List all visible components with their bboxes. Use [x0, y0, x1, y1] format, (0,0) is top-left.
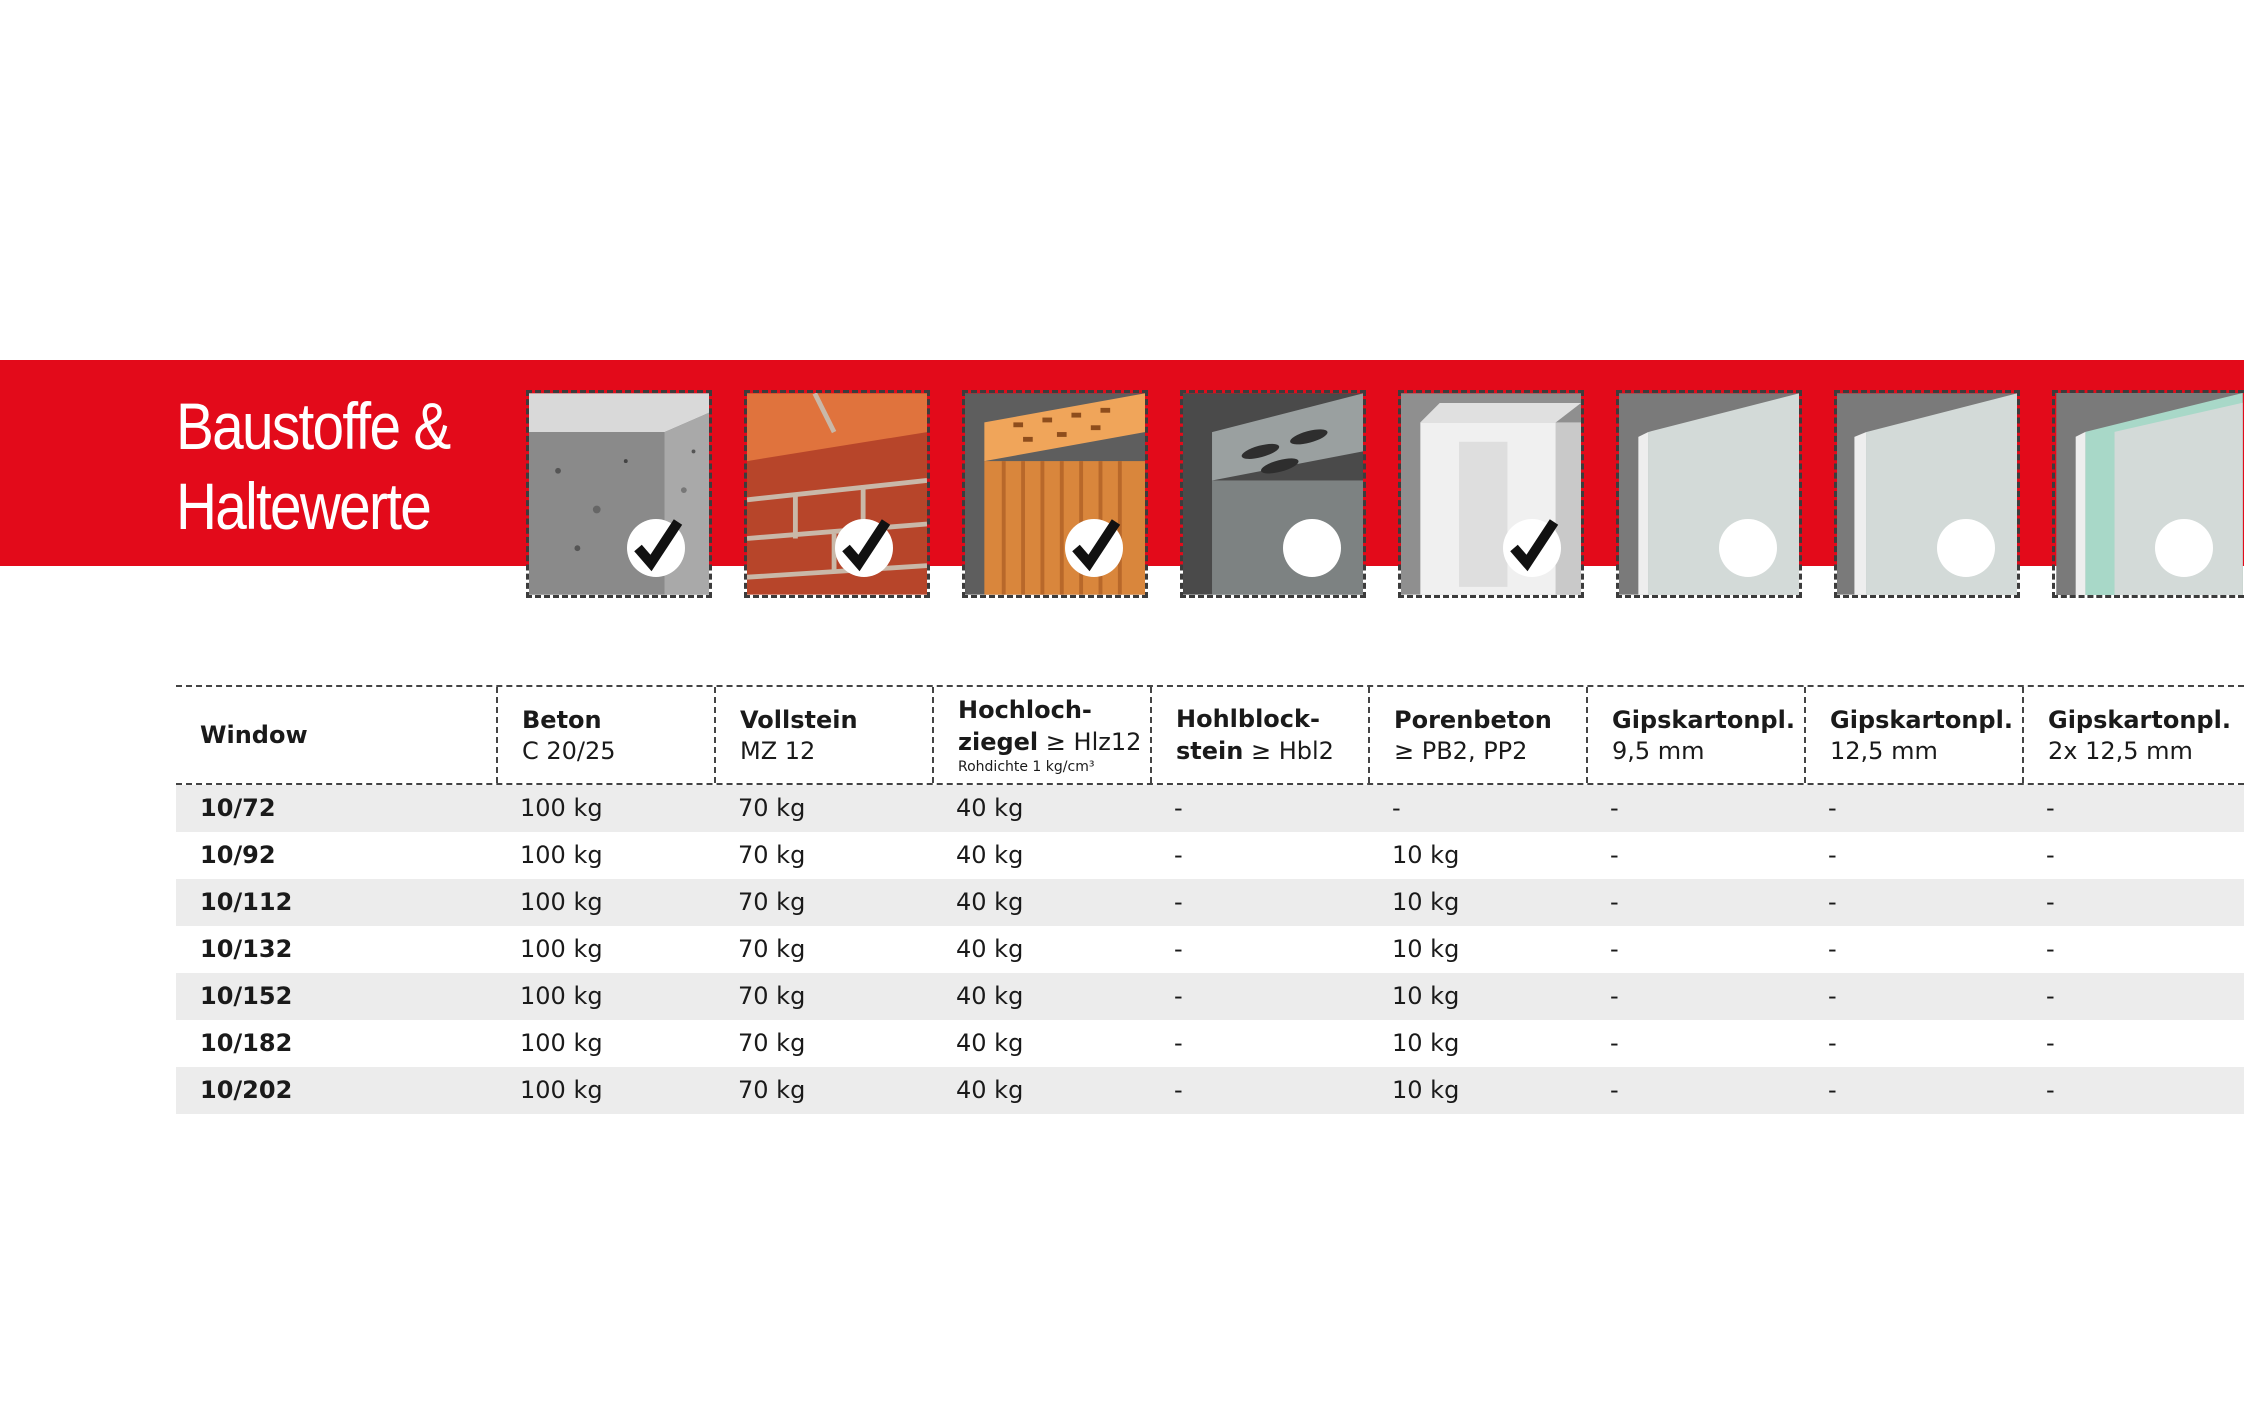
load-value-cell: 10 kg	[1392, 982, 1460, 1010]
load-value-cell: 100 kg	[520, 1076, 603, 1104]
window-size-cell: 10/112	[200, 888, 293, 916]
load-value-cell: -	[1610, 841, 1619, 869]
load-value-cell: 40 kg	[956, 935, 1024, 963]
load-value-cell: 100 kg	[520, 982, 603, 1010]
load-value-cell: -	[2046, 982, 2055, 1010]
banner-title-line2: Haltewerte	[176, 469, 431, 543]
gypsum-board-double-image	[2055, 393, 2244, 595]
load-value-cell: 100 kg	[520, 935, 603, 963]
check-icon	[1064, 518, 1124, 578]
table-row	[176, 1067, 2244, 1114]
load-value-cell: 10 kg	[1392, 1029, 1460, 1057]
load-value-cell: 70 kg	[738, 794, 806, 822]
load-value-cell: 10 kg	[1392, 841, 1460, 869]
circle-icon	[1936, 518, 1996, 578]
table-header	[176, 685, 2244, 785]
window-size-cell: 10/132	[200, 935, 293, 963]
load-value-cell: 40 kg	[956, 888, 1024, 916]
check-icon	[626, 518, 686, 578]
load-value-cell: -	[1828, 1029, 1837, 1057]
load-value-cell: 100 kg	[520, 841, 603, 869]
load-value-cell: -	[2046, 1029, 2055, 1057]
load-value-cell: 10 kg	[1392, 935, 1460, 963]
header-hohlblockstein: Hohlblock- stein ≥ Hbl2	[1150, 687, 1368, 783]
table-row	[176, 1020, 2244, 1067]
load-table	[176, 685, 2244, 1114]
load-value-cell: 40 kg	[956, 1076, 1024, 1104]
load-value-cell: -	[1828, 935, 1837, 963]
circle-icon	[2154, 518, 2214, 578]
load-value-cell: 70 kg	[738, 841, 806, 869]
window-size-cell: 10/152	[200, 982, 293, 1010]
banner-title	[176, 386, 460, 546]
load-value-cell: 70 kg	[738, 935, 806, 963]
window-size-cell: 10/182	[200, 1029, 293, 1057]
table-body	[176, 785, 2244, 1114]
material-tile-gipskarton-2x12-5	[2052, 390, 2244, 598]
table-row	[176, 973, 2244, 1020]
load-value-cell: 40 kg	[956, 841, 1024, 869]
load-value-cell: -	[1174, 1029, 1183, 1057]
load-value-cell: -	[1610, 1076, 1619, 1104]
load-value-cell: 10 kg	[1392, 888, 1460, 916]
load-value-cell: 40 kg	[956, 794, 1024, 822]
load-value-cell: -	[2046, 888, 2055, 916]
load-value-cell: -	[2046, 935, 2055, 963]
load-value-cell: -	[1610, 794, 1619, 822]
table-row	[176, 879, 2244, 926]
load-value-cell: 70 kg	[738, 1029, 806, 1057]
table-row	[176, 832, 2244, 879]
load-value-cell: -	[1392, 794, 1401, 822]
circle-icon	[1282, 518, 1342, 578]
load-value-cell: -	[1828, 794, 1837, 822]
check-icon	[834, 518, 894, 578]
load-value-cell: -	[1828, 1076, 1837, 1104]
load-value-cell: -	[2046, 841, 2055, 869]
table-row	[176, 926, 2244, 973]
header-window: Window	[200, 721, 308, 749]
load-value-cell: 40 kg	[956, 982, 1024, 1010]
load-value-cell: 100 kg	[520, 794, 603, 822]
load-value-cell: 100 kg	[520, 888, 603, 916]
header-gipskarton-2x12-5: Gipskartonpl. 2x 12,5 mm	[2022, 687, 2244, 783]
load-value-cell: 70 kg	[738, 982, 806, 1010]
window-size-cell: 10/202	[200, 1076, 293, 1104]
load-value-cell: -	[1174, 794, 1183, 822]
load-value-cell: -	[1174, 982, 1183, 1010]
check-icon	[1502, 518, 1562, 578]
load-value-cell: -	[2046, 1076, 2055, 1104]
banner-title-line1: Baustoffe &	[176, 389, 450, 463]
window-size-cell: 10/92	[200, 841, 276, 869]
load-value-cell: -	[1610, 982, 1619, 1010]
header-porenbeton: Porenbeton ≥ PB2, PP2	[1368, 687, 1586, 783]
load-value-cell: -	[1174, 935, 1183, 963]
load-value-cell: -	[1828, 888, 1837, 916]
circle-icon	[1718, 518, 1778, 578]
load-value-cell: 40 kg	[956, 1029, 1024, 1057]
table-row	[176, 785, 2244, 832]
load-value-cell: -	[1828, 841, 1837, 869]
load-value-cell: -	[1828, 982, 1837, 1010]
header-beton: Beton C 20/25	[496, 687, 714, 783]
load-value-cell: 70 kg	[738, 1076, 806, 1104]
window-size-cell: 10/72	[200, 794, 276, 822]
load-value-cell: 100 kg	[520, 1029, 603, 1057]
load-value-cell: -	[2046, 794, 2055, 822]
header-vollstein: Vollstein MZ 12	[714, 687, 932, 783]
header-gipskarton-12-5: Gipskartonpl. 12,5 mm	[1804, 687, 2022, 783]
header-hochlochziegel: Hochloch- ziegel ≥ Hlz12 Rohdichte 1 kg/cm³	[932, 687, 1150, 783]
header-gipskarton-9-5: Gipskartonpl. 9,5 mm	[1586, 687, 1804, 783]
load-value-cell: -	[1174, 888, 1183, 916]
load-value-cell: -	[1174, 841, 1183, 869]
load-value-cell: -	[1610, 888, 1619, 916]
load-value-cell: -	[1610, 1029, 1619, 1057]
load-value-cell: 10 kg	[1392, 1076, 1460, 1104]
load-value-cell: -	[1174, 1076, 1183, 1104]
load-value-cell: -	[1610, 935, 1619, 963]
load-value-cell: 70 kg	[738, 888, 806, 916]
